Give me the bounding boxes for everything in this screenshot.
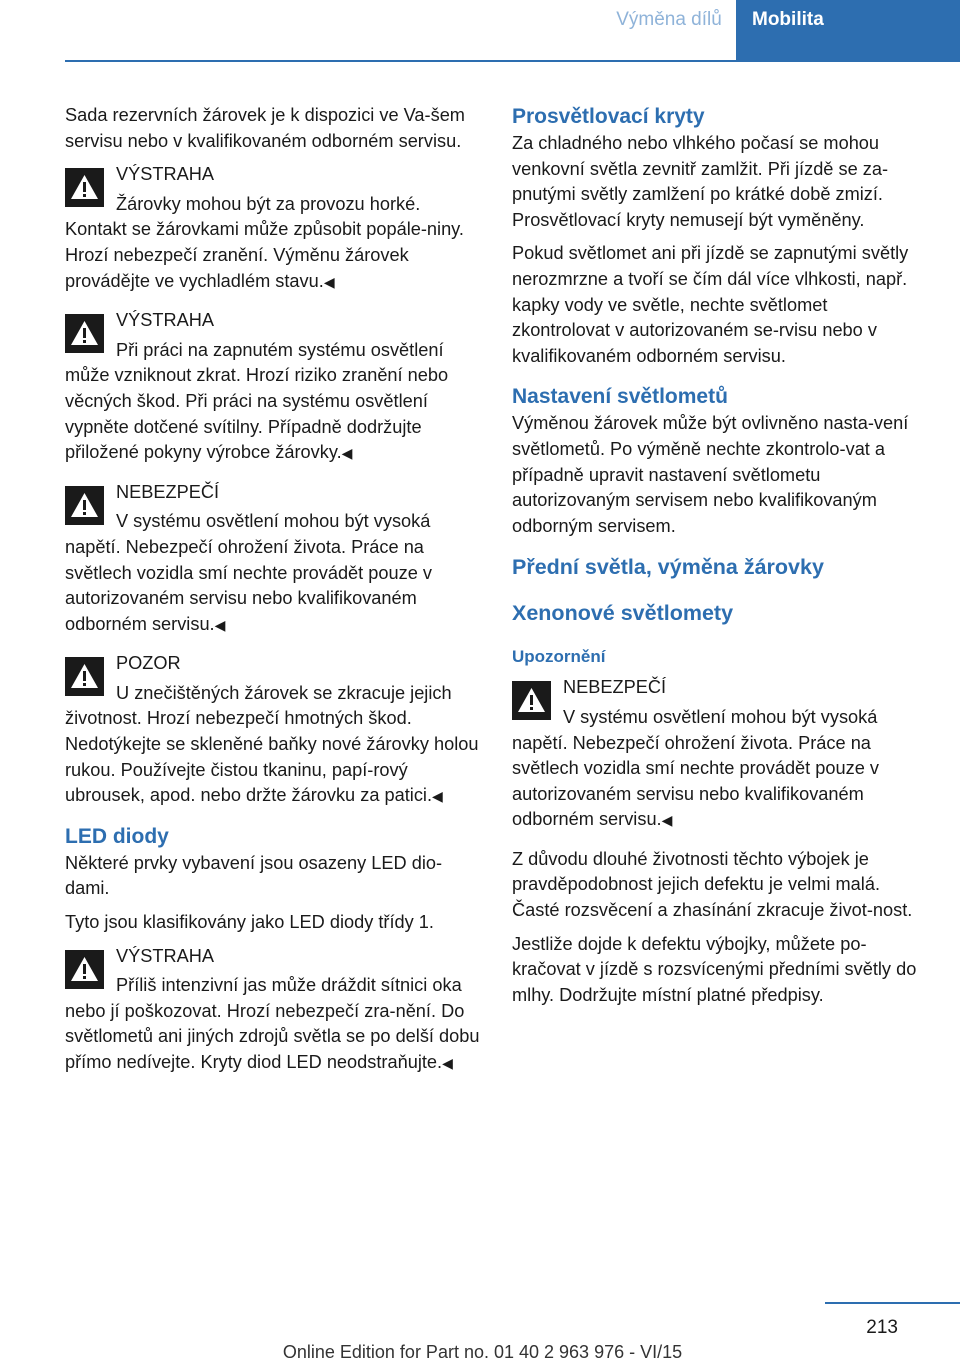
- end-mark-icon: ◀: [661, 812, 673, 829]
- danger-title: NEBEZPEČÍ: [116, 481, 220, 502]
- warning-text: Při práci na zapnutém systému osvětlení může vzniknout zkrat. Hrozí riziko zranění nebo věcných škod. Při práci na systému osvětlení vypněte dotčené svítilny. Případně dodržujte přiložené pokyny výrobce žárovky.: [65, 339, 449, 463]
- warning-triangle-icon: [65, 314, 104, 353]
- page-footer: [0, 1300, 960, 1362]
- warning-block: [65, 944, 483, 1077]
- xenon-paragraph: Z důvodu dlouhé životnosti těchto výbojek je pravděpodobnost jejich defektu je velmi malá. Časté rozsvěcení a zhasínání zkracuje život‐nost.: [512, 848, 913, 921]
- caution-title: POZOR: [116, 653, 181, 674]
- page-number: 213: [866, 1317, 898, 1338]
- warning-text: Příliš intenzivní jas může dráždit sítnici oka nebo jí poškozovat. Hrozí nebezpečí zra‐nění. Do světlometů ani jiných zdrojů světla se po delší dobu přímo nedívejte. Kryty diod LED neodstraňujte.: [65, 975, 480, 1072]
- footer-divider: [825, 1302, 960, 1304]
- end-mark-icon: ◀: [442, 1055, 453, 1071]
- warning-triangle-icon: [65, 486, 104, 525]
- end-mark-icon: ◀: [323, 273, 335, 290]
- caution-text: U znečištěných žárovek se zkracuje jejich životnost. Hrozí nebezpečí hmotných škod. Nedotýkejte se skleněné baňky nové žárovky holou rukou. Používejte čistou tkaninu, papí‐rový ubrousek, apod. nebo držte žárovku za patici.: [65, 682, 479, 806]
- warning-triangle-icon: [512, 681, 551, 720]
- danger-text: V systému osvětlení mohou být vysoká napětí. Nebezpečí ohrožení života. Práce na světlech vozidla smí nechte provádět pouze v autorizovaném servisu nebo kvalifikovaném odborném servisu.: [65, 511, 432, 634]
- end-mark-icon: ◀: [432, 788, 443, 805]
- chapter-tab[interactable]: Mobilita: [736, 0, 960, 62]
- notes-heading: Upozornění: [512, 647, 606, 667]
- warning-block: [65, 308, 483, 467]
- danger-title: NEBEZPEČÍ: [563, 677, 667, 698]
- led-class-paragraph: Tyto jsou klasifikovány jako LED diody třídy 1.: [65, 912, 434, 933]
- led-heading: LED diody: [65, 824, 169, 848]
- led-paragraph: Některé prvky vybavení jsou osazeny LED dio‐dami.: [65, 852, 443, 899]
- danger-text: V systému osvětlení mohou být vysoká napětí. Nebezpečí ohrožení života. Práce na světlech vozidla smí nechte provádět pouze v autorizovaném servisu nebo kvalifikovaném odborném servisu.: [512, 706, 879, 830]
- warning-block: [65, 162, 483, 295]
- covers-paragraph-2: Pokud světlomet ani při jízdě se zapnutými světly nerozmrzne a tvoří se čím dál více vlhkosti, např. kapky vody ve světle, nechte světlomet zkontrolovat v autorizovaném se‐rvisu nebo v kvalifikovaném odborném servisu.: [512, 243, 909, 366]
- front-lights-heading: Přední světla, výměna žárovky: [512, 555, 824, 580]
- intro-paragraph: Sada rezervních žárovek je k dispozici ve Va‐šem servisu nebo v kvalifikovaném odborném servisu.: [65, 105, 465, 151]
- danger-block: [512, 675, 924, 834]
- warning-text: Žárovky mohou být za provozu horké. Kontakt se žárovkami může způsobit popále‐niny. Hrozí nebezpečí zranění. Výměnu žárovek provádějte ve vychladlém stavu.: [65, 193, 464, 291]
- header-divider: [65, 60, 960, 62]
- caution-block: [65, 651, 483, 810]
- warning-title: VÝSTRAHA: [116, 164, 215, 185]
- warning-triangle-icon: [65, 168, 104, 207]
- end-mark-icon: ◀: [341, 445, 353, 462]
- xenon-defect-paragraph: Jestliže dojde k defektu výbojky, můžete po‐kračovat v jízdě s rozsvícenými předními světly do mlhy. Dodržujte místní platné předpisy.: [512, 933, 917, 1005]
- xenon-heading: Xenonové světlomety: [512, 601, 734, 626]
- left-column: [65, 103, 483, 1090]
- right-column: [512, 103, 924, 1016]
- edition-line: Online Edition for Part no. 01 40 2 963 976 - VI/15: [282, 1342, 683, 1362]
- page-header: [602, 0, 960, 62]
- adjust-paragraph: Výměnou žárovek může být ovlivněno nasta‐vení světlometů. Po výměně nechte zkontrolo‐vat a případně upravit nastavení světlometu autorizovaným servisem nebo kvalifikovaným odborným servisem.: [512, 413, 909, 536]
- warning-triangle-icon: [65, 950, 104, 989]
- adjust-heading: Nastavení světlometů: [512, 385, 728, 409]
- covers-paragraph: Za chladného nebo vlhkého počasí se mohou venkovní světla zevnitř zamlžit. Při jízdě se za‐pnutými světly zamlžení po krátké době zmizí. Prosvětlovací kryty nemusejí být vyměněny.: [512, 133, 889, 230]
- end-mark-icon: ◀: [214, 616, 226, 633]
- covers-heading: Prosvětlovací kryty: [512, 105, 705, 128]
- warning-triangle-icon: [65, 657, 104, 696]
- danger-block: [65, 480, 483, 639]
- warning-title: VÝSTRAHA: [116, 310, 215, 331]
- section-tab[interactable]: Výměna dílů: [616, 9, 722, 30]
- warning-title: VÝSTRAHA: [116, 945, 215, 966]
